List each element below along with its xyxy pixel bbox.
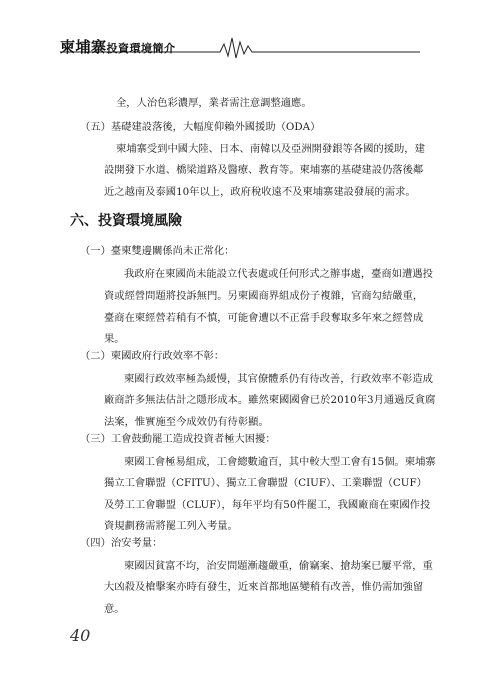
header-title	[60, 36, 176, 57]
text-line: 大凶殺及槍擊案亦時有發生，近來首都地區變稍有改善，惟仍需加強留	[104, 581, 424, 593]
text-line: 資或經營問題將投訴無門。另柬國商界組成份子複雜，官商勾結嚴重，	[104, 290, 424, 302]
text-line: 意。	[104, 603, 125, 615]
text-line: 全，人治色彩濃厚，業者需注意調整適應。	[116, 97, 312, 109]
text-line: 柬國工會極易組成，工會總數逾百，其中較大型工會有15個。柬埔寨	[124, 456, 436, 468]
text-line: （一）臺柬雙邊關係尚未正常化：	[80, 245, 235, 257]
header-title-sub: 投資環境簡介	[106, 42, 176, 55]
text-line: 柬埔寨受到中國大陸、日本、南韓以及亞洲開發銀等各國的援助，建	[116, 143, 425, 155]
page-number: 40	[70, 626, 91, 645]
text-line: 及勞工工會聯盟（CLUF），每年平均有50件罷工，我國廠商在柬國作投	[104, 499, 431, 511]
text-line: （二）柬國政府行政效率不彰：	[80, 350, 225, 362]
text-line: 我政府在柬國尚未能設立代表處或任何形式之辦事處，臺商如遭遇投	[124, 268, 433, 280]
text-line: 設開發下水道、橋梁道路及醫療、教育等。柬埔寨的基礎建設仍落後鄰	[104, 164, 424, 176]
text-line: （五）基礎建設落後，大幅度仰賴外國援助（ODA）	[80, 121, 321, 133]
text-line: 廠商許多無法估計之隱形成本。雖然柬國國會已於2010年3月通過反貪腐	[104, 394, 436, 406]
text-line: 獨立工會聯盟（CFITU）、獨立工會聯盟（CIUF）、工業聯盟（CUF）	[104, 477, 427, 489]
header-title-main: 柬埔寨	[60, 38, 107, 56]
text-line: 果。	[104, 333, 125, 345]
text-line: 柬國行政效率極為緩慢，其官僚體系仍有待改善，行政效率不彰造成	[124, 373, 433, 385]
text-line: 近之越南及泰國10年以上，政府稅收遠不及柬埔寨建設發展的需求。	[104, 186, 416, 198]
text-line: （三）工會鼓動罷工造成投資者極大困擾：	[80, 433, 276, 445]
text-line: （四）治安考量：	[80, 537, 163, 549]
text-line: 柬國因貧富不均，治安問題漸趨嚴重，偷竊案、搶劫案已屢平常，重	[124, 560, 433, 572]
text-line: 資規劃務需將罷工列入考量。	[104, 520, 238, 532]
running-header	[60, 30, 420, 60]
text-line: 法案，惟實施至今成效仍有待彰顯。	[104, 416, 269, 428]
text-line: 臺商在柬經營若稍有不慎，可能會遭以不正當手段奪取多年來之經營成	[104, 312, 424, 324]
section-heading: 六、投資環境風險	[70, 213, 182, 229]
